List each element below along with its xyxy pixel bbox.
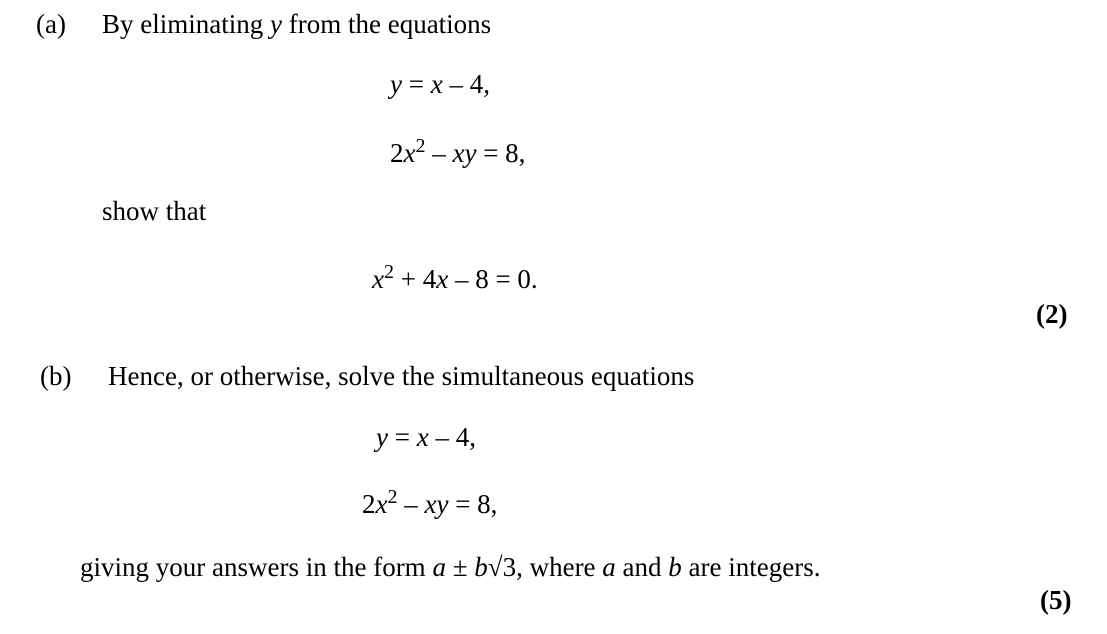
part-a-show-that: show that	[102, 196, 207, 226]
part-a-label: (a)	[36, 9, 66, 39]
part-b-intro: Hence, or otherwise, solve the simultaneous equations	[108, 361, 695, 391]
part-b-equation-2: $2x^2$ – xy = 8,	[362, 486, 498, 519]
part-b-marks: (5)	[1040, 585, 1072, 615]
part-a-equation-1: y = x – 4,	[390, 69, 490, 99]
part-a-intro: By eliminating y from the equations	[102, 9, 492, 39]
part-b-instruction: giving your answers in the form a ± b√3, where a and b are integers.	[80, 552, 821, 582]
part-b-equation-1: y = x – 4,	[376, 422, 476, 452]
part-a-result-equation: $x^2 + 4x - 8 = 0$.	[372, 261, 538, 294]
part-a-equation-2: $2x^2$ – xy = 8,	[390, 135, 526, 168]
part-b-label: (b)	[40, 361, 72, 391]
part-a-marks: (2)	[1036, 299, 1068, 329]
